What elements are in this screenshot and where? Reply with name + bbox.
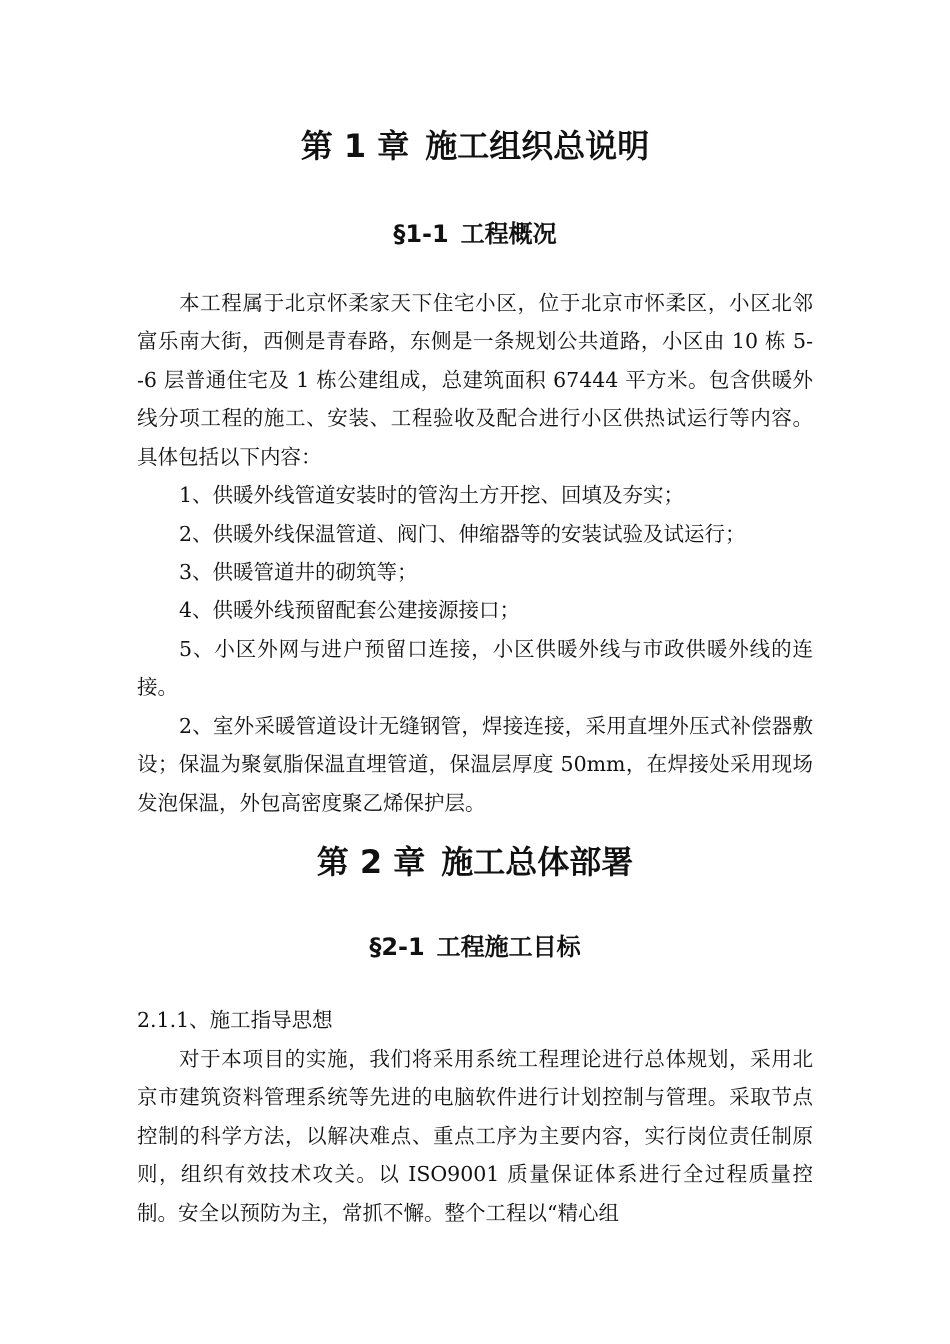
chapter-1-heading xyxy=(137,126,813,166)
subsection-2-1-1-heading: 2.1.1、施工指导思想 xyxy=(137,1008,333,1032)
list-item-2: 2、供暖外线保温管道、阀门、伸缩器等的安装试验及试运行； xyxy=(179,522,746,546)
chapter-1-number: 第 1 章 xyxy=(300,127,410,165)
list-item-1: 1、供暖外线管道安装时的管沟土方开挖、回填及夯实； xyxy=(179,483,685,507)
chapter-2-heading xyxy=(137,842,813,882)
chapter-1-title: 施工组织总说明 xyxy=(425,127,650,165)
section-1-1-number: §1-1 xyxy=(393,220,449,248)
section-2-1-heading xyxy=(137,931,813,963)
section-1-1-heading xyxy=(137,218,813,250)
section-2-1-number: §2-1 xyxy=(369,933,425,961)
chapter-2-title: 施工总体部署 xyxy=(441,843,634,881)
section-1-1-title: 工程概况 xyxy=(460,220,557,248)
section-2-1-title: 工程施工目标 xyxy=(436,933,581,961)
chapter-2-number: 第 2 章 xyxy=(316,843,426,881)
list-item-4: 4、供暖外线预留配套公建接源接口； xyxy=(179,598,521,622)
list-item-3: 3、供暖管道井的砌筑等； xyxy=(179,560,418,584)
paragraph-project-overview: 本工程属于北京怀柔家天下住宅小区，位于北京市怀柔区，小区北邻富乐南大街，西侧是青春路，东侧是一条规划公共道路，小区由 10 栋 5--6 层普通住宅及 1 栋公建组成，总建筑面积 67444 平方米。包含供暖外线分项工程的施工、安装、工程验收及配合进行小区供热试运行等内容。具体包括以下内容： xyxy=(137,291,813,469)
paragraph-guiding-principle: 对于本项目的实施，我们将采用系统工程理论进行总体规划，采用北京市建筑资料管理系统等先进的电脑软件进行计划控制与管理。采取节点控制的科学方法，以解决难点、重点工序为主要内容，实行岗位责任制原则，组织有效技术攻关。以 ISO9001 质量保证体系进行全过程质量控制。安全以预防为主，常抓不懈。整个工程以“精心组 xyxy=(137,1047,813,1225)
list-item-5: 5、小区外网与进户预留口连接，小区供暖外线与市政供暖外线的连接。 xyxy=(137,637,813,700)
paragraph-pipe-design: 2、室外采暖管道设计无缝钢管，焊接连接，采用直埋外压式补偿器敷设；保温为聚氨脂保温直埋管道，保温层厚度 50mm，在焊接处采用现场发泡保温，外包高密度聚乙烯保护层。 xyxy=(137,714,813,815)
